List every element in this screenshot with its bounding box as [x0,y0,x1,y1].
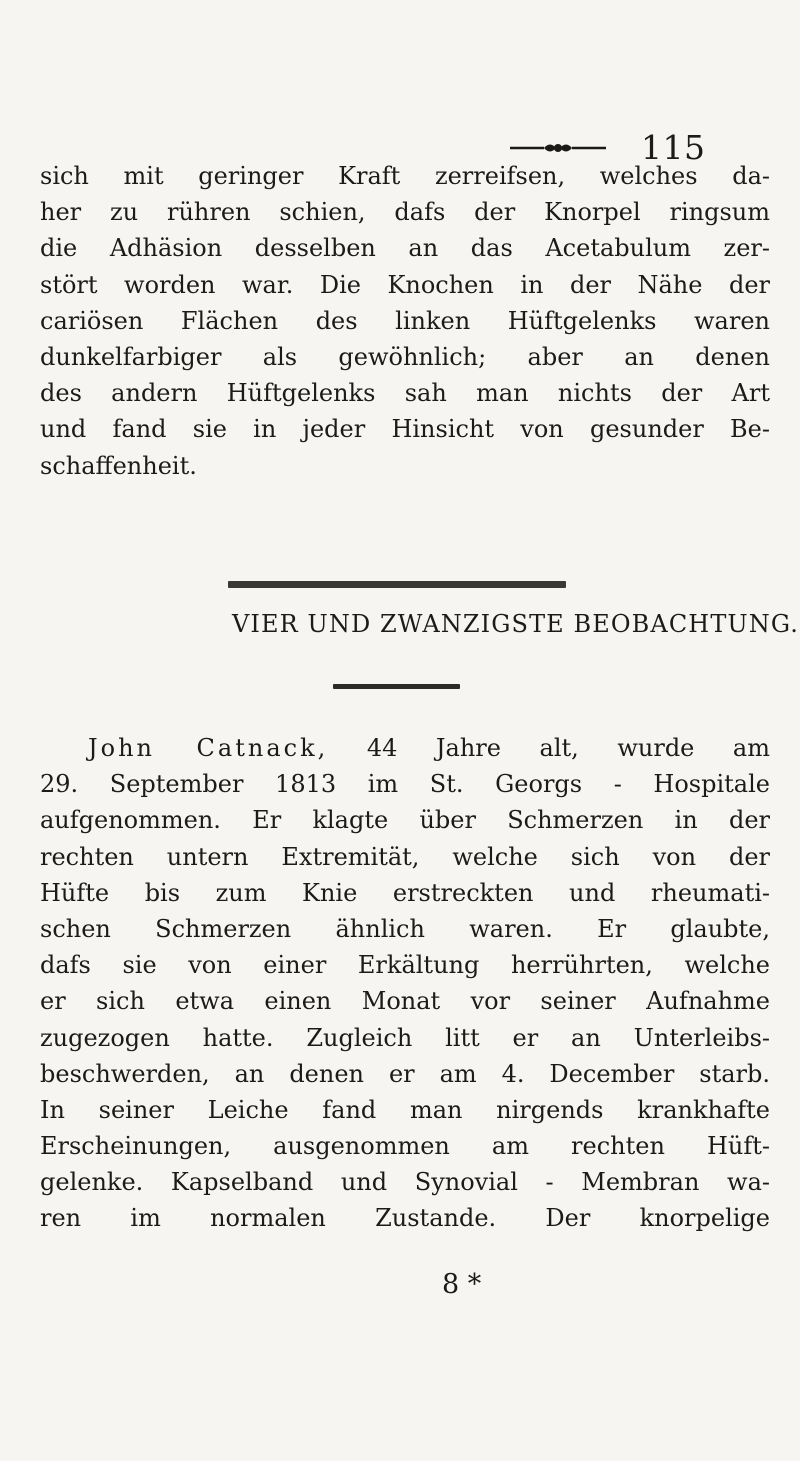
text-line: Erscheinungen, ausgenommen am rechten Hüft- [40,1132,770,1161]
text-line: beschwerden, an denen er am 4. December starb. [40,1059,770,1088]
text-line: schen Schmerzen ähnlich waren. Er glaubte, [40,914,770,943]
text-line: die Adhäsion desselben an das Acetabulum zer- [40,234,770,263]
text-line: sich mit geringer Kraft zerreifsen, welches da- [40,162,770,190]
text-line: Hüfte bis zum Knie erstreckten und rheumati- [40,878,770,907]
section-heading: VIER UND ZWANZIGSTE BEOBACHTUNG. [232,610,800,638]
text-line: stört worden war. Die Knochen in der Nähe der [40,270,770,299]
text-line: ren im normalen Zustande. Der knorpelige [40,1204,770,1233]
text-line: schaffenheit. [40,451,197,480]
observation-paragraph [40,730,770,1237]
text-line: cariösen Flächen des linken Hüftgelenks waren [40,306,770,335]
page-number: 115 [641,128,706,167]
section-divider-top [228,581,566,588]
text-line: gelenke. Kapselband und Synovial - Membran wa- [40,1168,770,1197]
text-line: her zu rühren schien, dafs der Knorpel ringsum [40,198,770,227]
text-line: er sich etwa einen Monat vor seiner Aufnahme [40,987,770,1016]
catchword: 8 * [442,1269,482,1300]
text-line: aufgenommen. Er klagte über Schmerzen in der [40,806,770,835]
text-line: des andern Hüftgelenks sah man nichts der Art [40,379,770,408]
text-fragment: 44 Jahre alt, wurde am [366,734,771,762]
text-line: dafs sie von einer Erkältung herrührten, welche [40,951,770,980]
section-divider-bottom [333,684,460,689]
text-line: rechten untern Extremität, welche sich von der [40,842,770,871]
text-line-first [40,730,770,766]
ornament-icon [510,138,606,158]
text-line: dunkelfarbiger als gewöhnlich; aber an denen [40,342,770,371]
text-line: zugezogen hatte. Zugleich litt er an Unterleibs- [40,1023,770,1052]
text-line: und fand sie in jeder Hinsicht von gesunder Be- [40,415,770,444]
text-line: In seiner Leiche fand man nirgends krankhafte [40,1095,770,1124]
text-line: 29. September 1813 im St. Georgs - Hospitale [40,770,770,799]
patient-name: John Catnack, [88,734,329,762]
paragraph-continued [40,158,770,484]
